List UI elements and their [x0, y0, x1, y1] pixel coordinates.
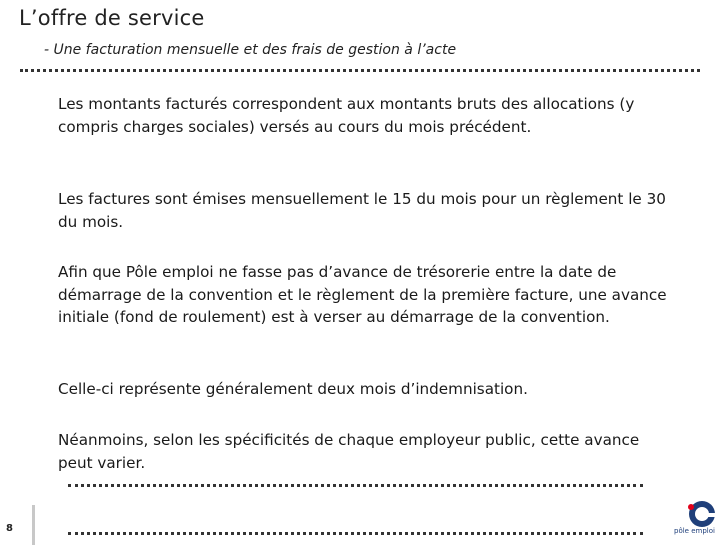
slide-title: L’offre de service: [19, 6, 205, 30]
pole-emploi-logo: [672, 500, 720, 540]
page-number-bar: [32, 505, 35, 545]
paragraph-initial-advance: Afin que Pôle emploi ne fasse pas d’avance de trésorerie entre la date de démarrage de la convention et le règlement de la première facture, une avance initiale (fond de roulement) est à verser au démarrage de la convention.: [58, 263, 667, 326]
pole-emploi-logo-icon: [672, 500, 720, 530]
slide-subtitle: - Une facturation mensuelle et des frais de gestion à l’acte: [44, 42, 457, 58]
footer-divider-bottom: [68, 532, 643, 535]
paragraph-invoice-schedule: Les factures sont émises mensuellement le 15 du mois pour un règlement le 30 du mois.: [58, 190, 666, 231]
footer-divider-top: [68, 484, 643, 487]
paragraph-advance-amount: Celle-ci représente généralement deux mois d’indemnisation.: [58, 380, 528, 398]
header-divider: [20, 69, 700, 72]
paragraph-billing-amounts: Les montants facturés correspondent aux montants bruts des allocations (y compris charges sociales) versés au cours du mois précédent.: [58, 95, 635, 136]
logo-label: pôle emploi: [674, 527, 715, 535]
page-number: 8: [6, 523, 13, 534]
paragraph-advance-variation: Néanmoins, selon les spécificités de chaque employeur public, cette avance peut varier.: [58, 431, 640, 472]
